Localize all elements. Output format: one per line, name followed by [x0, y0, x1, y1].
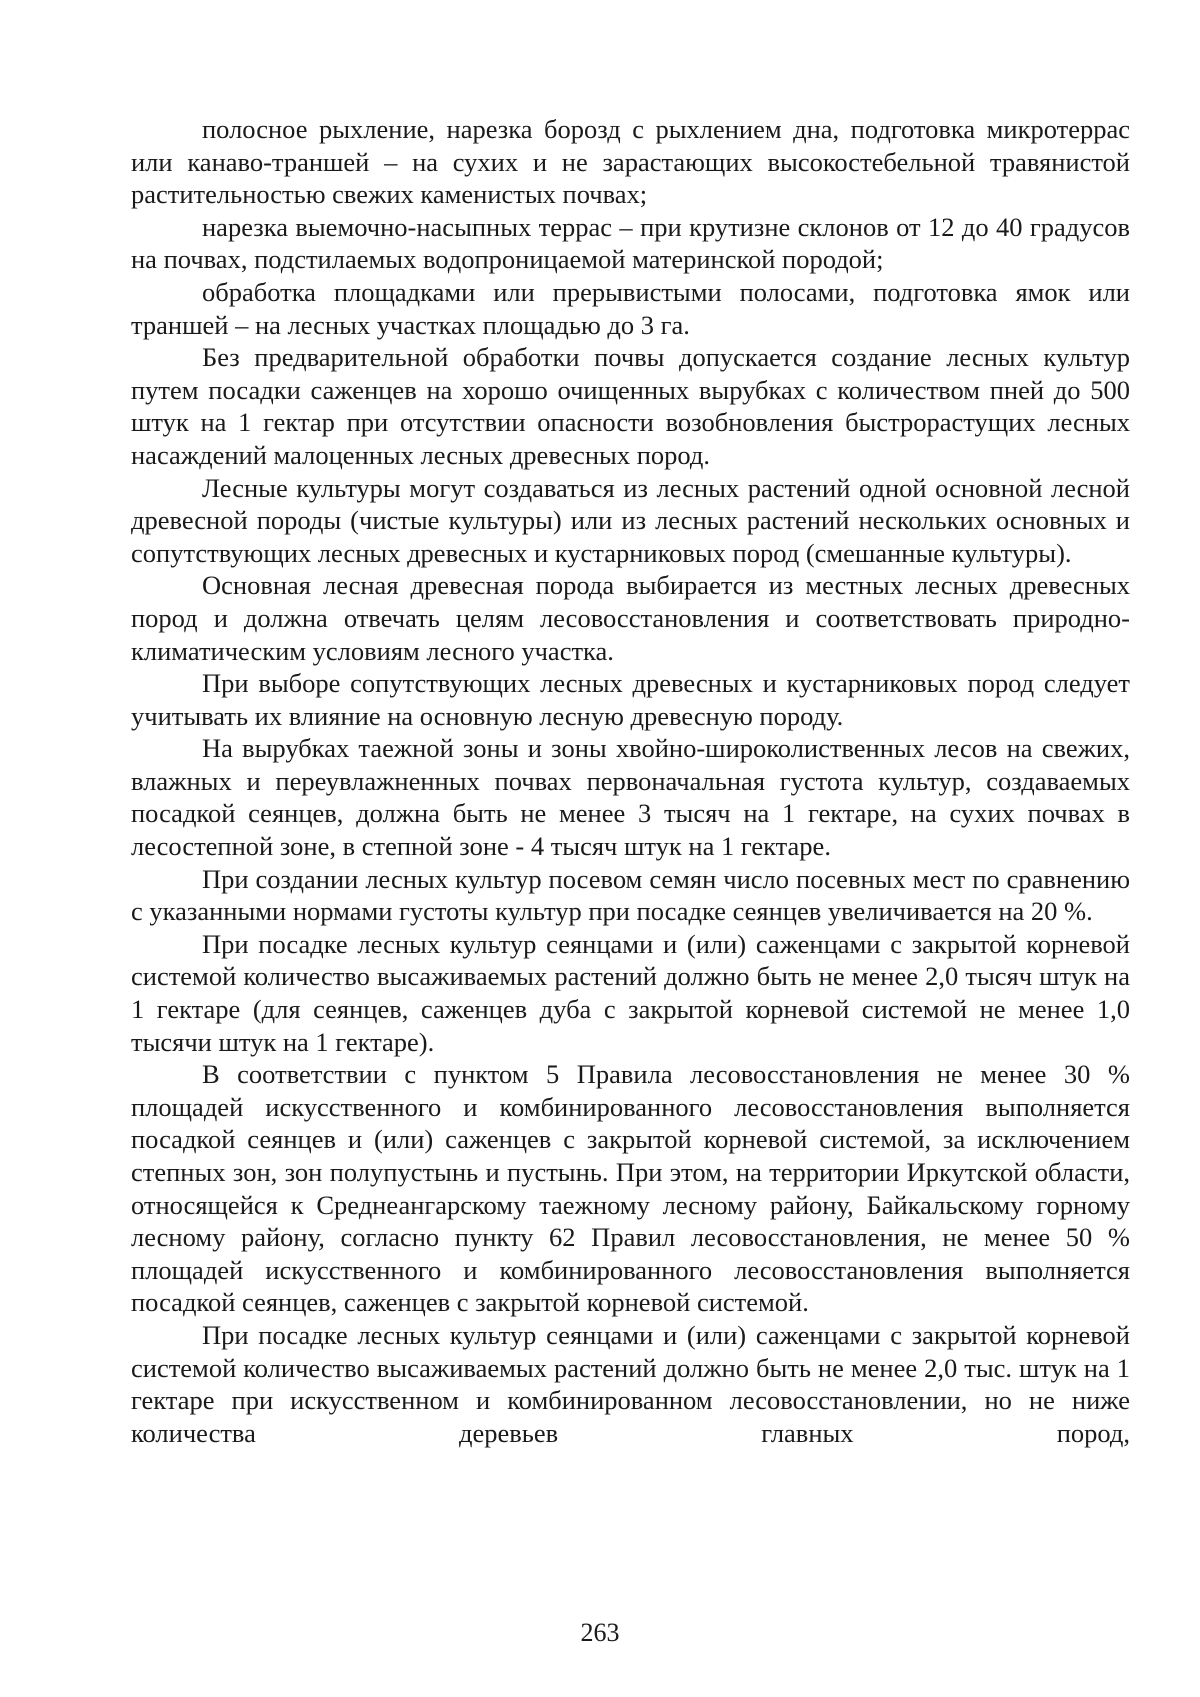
paragraph-closed-root-minimum: При посадке лесных культур сеянцами и (или) саженцами с закрытой корневой системой количество высаживаемых растений должно быть не менее 2,0 тысяч штук на 1 гектаре (для сеянцев, саженцев дуба с закрытой корневой системой не менее 1,0 тысячи штук на 1 гектаре).	[131, 928, 1130, 1057]
paragraph-no-preparation: Без предварительной обработки почвы допускается создание лесных культур путем посадки саженцев на хорошо очищенных вырубках с количеством пней до 500 штук на 1 гектар при отсутствии опасности возобновления быстрорастущих лесных насаждений малоценных лесных древесных пород.	[131, 342, 1130, 470]
paragraph-rules-compliance: В соответствии с пунктом 5 Правила лесовосстановления не менее 30 % площадей искусственного и комбинированного лесовосстановления выполняется посадкой сеянцев и (или) саженцев с закрытой корневой системой, за исключением степных зон, зон полупустынь и пустынь. При этом, на территории Иркутской области, относящейся к Среднеангарскому таежному лесному району, Байкальскому горному лесному району, согласно пункту 62 Правил лесовосстановления, не менее 50 % площадей искусственного и комбинированного лесовосстановления выполняется посадкой сеянцев, саженцев с закрытой корневой системой.	[131, 1059, 1130, 1318]
paragraph-companion-species: При выборе сопутствующих лесных древесных и кустарниковых пород следует учитывать их влияние на основную лесную древесную породу.	[131, 668, 1130, 731]
paragraph-terraces: нарезка выемочно-насыпных террас – при крутизне склонов от 12 до 40 градусов на почвах, подстилаемых водопроницаемой материнской породой;	[131, 211, 1130, 275]
paragraph-closed-root-planting: При посадке лесных культур сеянцами и (или) саженцами с закрытой корневой системой количество высаживаемых растений должно быть не менее 2,0 тыс. штук на 1 гектаре при искусственном и комбинированном лесовосстановлении, но не ниже количества деревьев главных пород,	[131, 1319, 1130, 1448]
paragraph-plots-trenches: обработка площадками или прерывистыми полосами, подготовка ямок или траншей – на лесных участках площадью до 3 га.	[131, 276, 1130, 340]
paragraph-main-species: Основная лесная древесная порода выбирается из местных лесных древесных пород и должна отвечать целям лесовосстановления и соответствовать природно-климатическим условиям лесного участка.	[131, 570, 1130, 666]
document-body	[131, 113, 1130, 1449]
paragraph-initial-density: На вырубках таежной зоны и зоны хвойно-широколиственных лесов на свежих, влажных и переувлажненных почвах первоначальная густота культур, создаваемых посадкой сеянцев, должна быть не менее 3 тысяч на 1 гектаре, на сухих почвах в лесостепной зоне, в степной зоне - 4 тысяч штук на 1 гектаре.	[131, 733, 1130, 862]
paragraph-sowing-increase: При создании лесных культур посевом семян число посевных мест по сравнению с указанными нормами густоты культур при посадке сеянцев увеличивается на 20 %.	[131, 863, 1130, 927]
page-number: 263	[580, 1618, 620, 1647]
paragraph-soil-loosening: полосное рыхление, нарезка борозд с рыхлением дна, подготовка микротеррас или канаво-траншей – на сухих и не зарастающих высокостебельной травянистой растительностью свежих каменистых почвах;	[131, 114, 1130, 210]
paragraph-pure-mixed-cultures: Лесные культуры могут создаваться из лесных растений одной основной лесной древесной породы (чистые культуры) или из лесных растений нескольких основных и сопутствующих лесных древесных и кустарниковых пород (смешанные культуры).	[131, 472, 1130, 568]
